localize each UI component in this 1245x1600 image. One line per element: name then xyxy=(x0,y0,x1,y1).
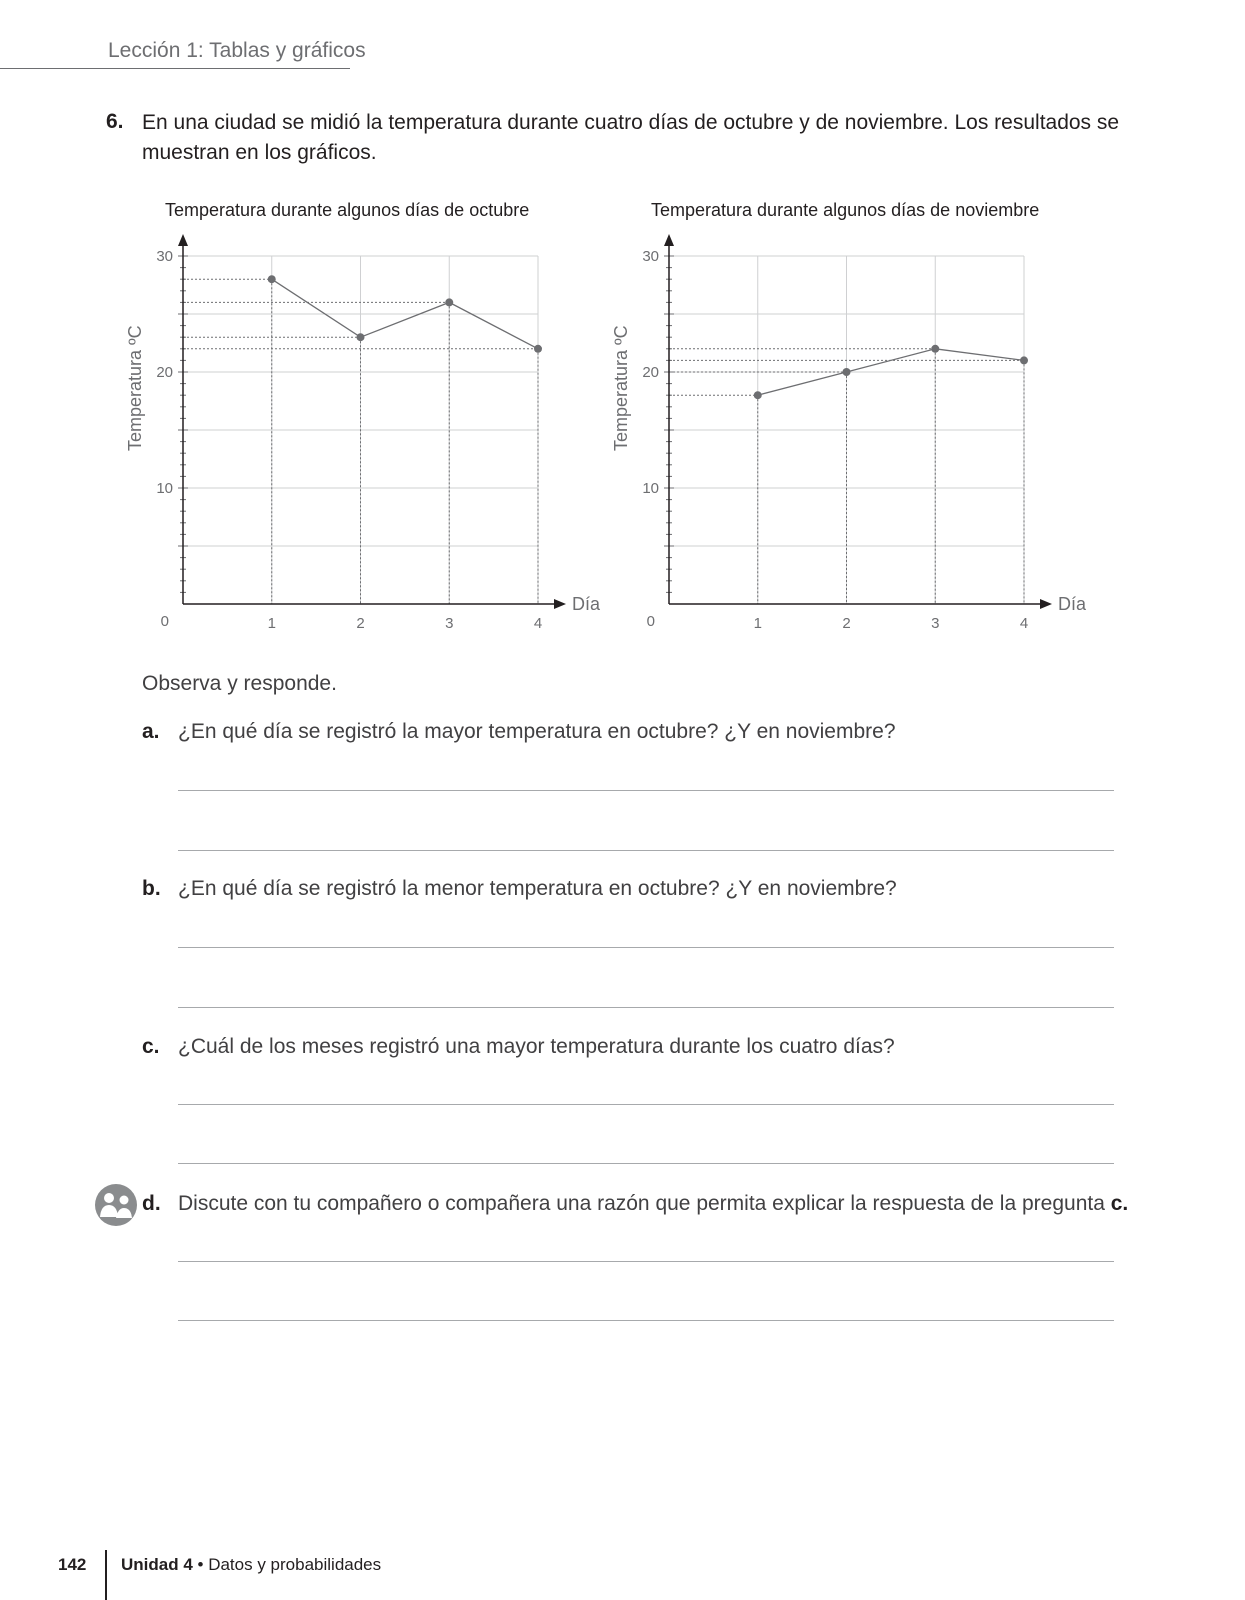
answer-line-c2[interactable] xyxy=(178,1163,1114,1164)
answer-line-a1[interactable] xyxy=(178,790,1114,791)
exercise-statement: En una ciudad se midió la temperatura durante cuatro días de octubre y de noviembre. Los resultados se muestran en los gráficos. xyxy=(142,111,1120,164)
lesson-title: Lección 1: Tablas y gráficos xyxy=(108,39,366,62)
y-axis-label: Temperatura ºC xyxy=(611,325,631,452)
data-point xyxy=(754,391,762,399)
question-c-letter: c. xyxy=(142,1035,160,1058)
data-point xyxy=(534,345,542,353)
footer-topic: Datos y probabilidades xyxy=(208,1555,382,1574)
question-d-text xyxy=(178,1192,1128,1216)
x-tick-label: 4 xyxy=(533,615,543,632)
footer-divider xyxy=(105,1550,107,1600)
question-c-text: ¿Cuál de los meses registró una mayor temperatura durante los cuatro días? xyxy=(178,1035,895,1058)
answer-line-c1[interactable] xyxy=(178,1104,1114,1105)
x-tick-label: 4 xyxy=(1019,615,1029,632)
chart-october-svg xyxy=(120,198,620,638)
x-tick-label: 2 xyxy=(356,615,365,632)
chart-title: Temperatura durante algunos días de octubre xyxy=(165,200,530,220)
question-d-body: Discute con tu compañero o compañera una razón que permita explicar la respuesta de la pregunta xyxy=(178,1192,1111,1215)
y-tick-label: 10 xyxy=(156,480,173,497)
question-b-letter: b. xyxy=(142,877,161,900)
chart-october xyxy=(120,198,620,638)
x-axis-arrow xyxy=(554,599,566,609)
y-axis-label: Temperatura ºC xyxy=(125,325,145,452)
y-tick-label: 10 xyxy=(642,480,659,497)
lesson-header xyxy=(0,36,366,69)
x-tick-label: 1 xyxy=(267,615,276,632)
y-tick-label: 20 xyxy=(642,364,659,381)
data-point xyxy=(843,368,851,376)
origin-label: 0 xyxy=(646,613,655,630)
chart-november-svg xyxy=(606,198,1106,638)
pair-work-icon xyxy=(94,1183,138,1227)
exercise-number: 6. xyxy=(106,110,124,133)
page-number: 142 xyxy=(58,1555,87,1574)
answer-line-a2[interactable] xyxy=(178,850,1114,851)
data-point xyxy=(931,345,939,353)
question-d-letter: d. xyxy=(142,1192,161,1215)
answer-line-b2[interactable] xyxy=(178,1007,1114,1008)
question-d-reference: c. xyxy=(1110,1192,1129,1215)
answer-line-d2[interactable] xyxy=(178,1320,1114,1321)
x-axis-label: Día xyxy=(572,594,601,614)
answer-line-d1[interactable] xyxy=(178,1261,1114,1262)
y-tick-label: 30 xyxy=(156,248,173,265)
answer-line-b1[interactable] xyxy=(178,947,1114,948)
x-tick-label: 1 xyxy=(753,615,762,632)
x-tick-label: 3 xyxy=(445,615,454,632)
x-tick-label: 2 xyxy=(842,615,851,632)
chart-november xyxy=(606,198,1106,638)
data-point xyxy=(1020,356,1028,364)
y-tick-label: 20 xyxy=(156,364,173,381)
data-point xyxy=(268,275,276,283)
chart-title: Temperatura durante algunos días de noviembre xyxy=(651,200,1040,220)
x-axis-label: Día xyxy=(1058,594,1087,614)
y-axis-arrow xyxy=(178,234,188,246)
origin-label: 0 xyxy=(160,613,169,630)
footer-separator: • xyxy=(192,1555,209,1574)
instruction: Observa y responde. xyxy=(142,672,337,695)
question-a-text: ¿En qué día se registró la mayor temperatura en octubre? ¿Y en noviembre? xyxy=(178,720,896,743)
question-a-letter: a. xyxy=(142,720,160,743)
footer-unit-name: Unidad 4 xyxy=(121,1555,193,1574)
footer-unit xyxy=(121,1555,381,1575)
data-point xyxy=(445,298,453,306)
y-axis-arrow xyxy=(664,234,674,246)
question-b-text: ¿En qué día se registró la menor temperatura en octubre? ¿Y en noviembre? xyxy=(178,877,897,900)
x-tick-label: 3 xyxy=(931,615,940,632)
y-tick-label: 30 xyxy=(642,248,659,265)
data-point xyxy=(357,333,365,341)
x-axis-arrow xyxy=(1040,599,1052,609)
